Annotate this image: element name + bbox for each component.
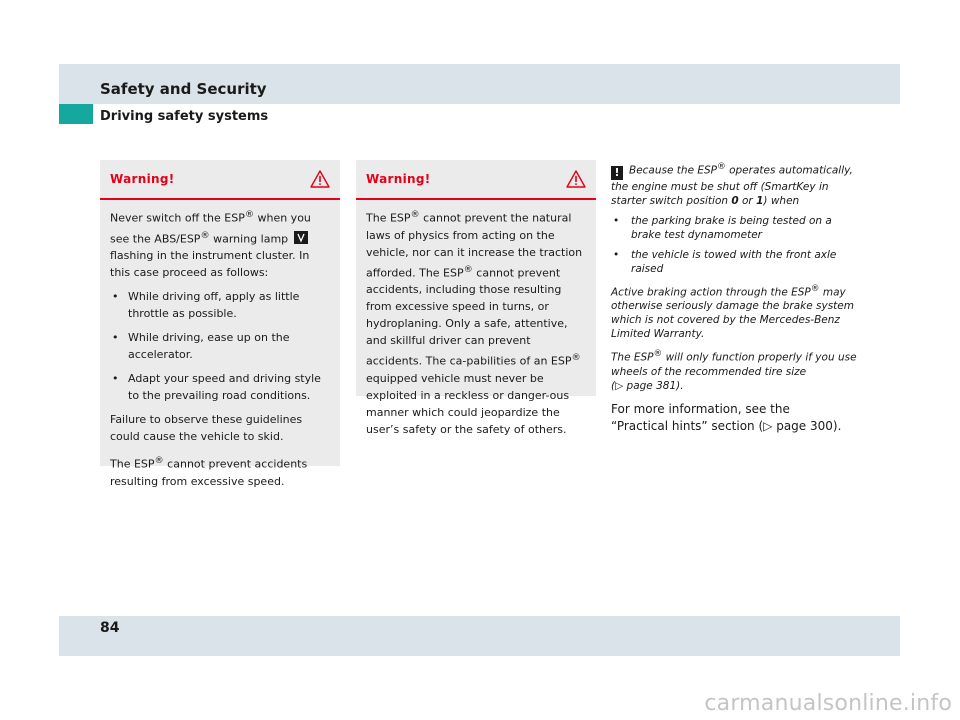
notice-paragraph: Active braking action through the ESP® may otherwise seriously damage the brake system which is not covered by the Mercedes-Benz Limited Warranty. xyxy=(611,283,854,340)
list-item: • the vehicle is towed with the front axle raised xyxy=(611,248,861,276)
info-paragraph: For more information, see the “Practical hints” section (▷ page 300). xyxy=(611,401,842,433)
esp-warning-lamp-icon xyxy=(294,231,308,244)
notice-exclamation-icon: ! xyxy=(611,166,623,180)
notice-paragraph: The ESP® will only function properly if you use wheels of the recommended tire size (▷ page 381). xyxy=(611,349,857,392)
subsection-title: Driving safety systems xyxy=(100,109,269,124)
warning-triangle-icon xyxy=(310,169,330,189)
footer-band xyxy=(59,616,900,656)
section-accent-block xyxy=(59,104,93,124)
warning-triangle-icon xyxy=(566,169,586,189)
warning-body xyxy=(100,200,340,490)
warning-box-middle xyxy=(356,160,596,436)
list-item: • While driving off, apply as little throttle as possible. xyxy=(110,288,332,322)
warning-paragraph: Never switch off the ESP® when you see the ABS/ESP® warning lamp flashing in the instrument cluster. In this case proceed as follows: xyxy=(110,209,311,280)
warning-paragraph: The ESP® cannot prevent the natural laws of physics from acting on the vehicle, nor can it increase the traction afforded. The ESP® cannot prevent accidents, including those resulting from excessive speed in turns, or hydroplaning. Only a safe, attentive, and skillful driver can prevent accidents. The ca-pabilities of an ESP® equipped vehicle must never be exploited in a reckless or danger-ous manner which could jeopardize the user’s safety or the safety of others. xyxy=(366,209,583,436)
page-reference-icon: ▷ xyxy=(763,418,773,433)
warning-bullet-list xyxy=(110,288,332,404)
page-reference-icon: ▷ xyxy=(615,379,624,392)
notice-bullet-list xyxy=(611,214,861,276)
list-item: • Adapt your speed and driving style to the prevailing road conditions. xyxy=(110,370,332,404)
warning-box-left xyxy=(100,160,340,488)
warning-label: Warning! xyxy=(110,172,175,186)
warning-paragraph: Failure to observe these guidelines could cause the vehicle to skid. xyxy=(110,413,303,444)
list-item: • While driving, ease up on the accelerator. xyxy=(110,329,332,363)
warning-body xyxy=(356,200,596,438)
section-title: Safety and Security xyxy=(100,80,267,98)
warning-label: Warning! xyxy=(366,172,431,186)
warning-header xyxy=(356,160,596,200)
notice-paragraph: ! Because the ESP® operates automatically, the engine must be shut off (SmartKey in starter switch position 0 or 1) when xyxy=(611,162,853,207)
warning-paragraph: The ESP® cannot prevent accidents resulting from excessive speed. xyxy=(110,455,308,488)
page-number: 84 xyxy=(100,620,120,636)
watermark: carmanualsonline.info xyxy=(704,691,952,716)
list-item: • the parking brake is being tested on a brake test dynamometer xyxy=(611,214,861,242)
notice-column xyxy=(611,160,861,441)
warning-header xyxy=(100,160,340,200)
